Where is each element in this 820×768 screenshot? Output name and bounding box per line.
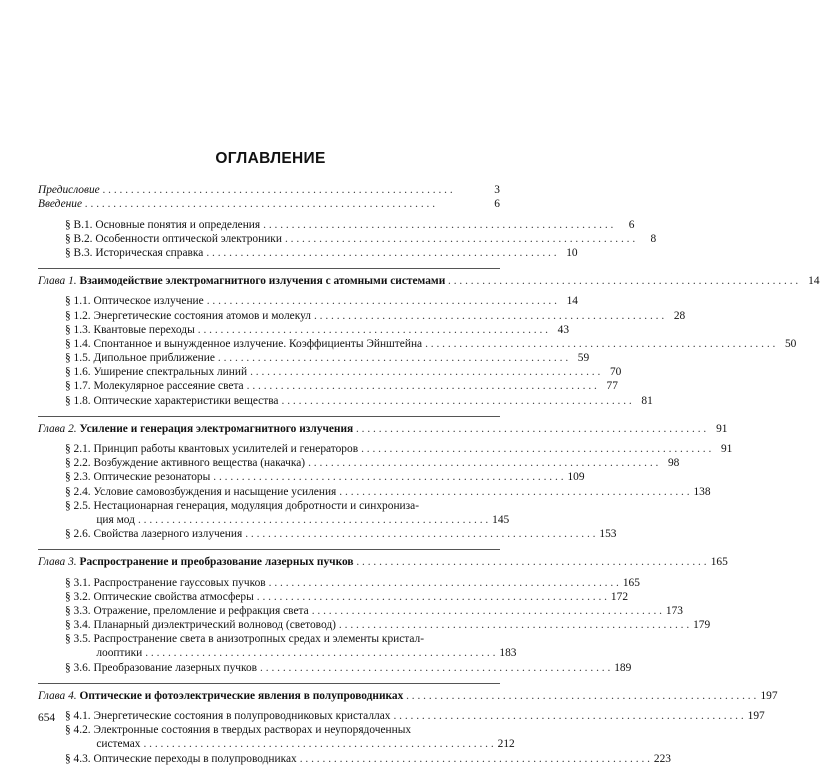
toc-page-number: 197 <box>747 710 765 722</box>
toc-section-entry <box>38 393 653 407</box>
toc-entry-label: Глава 3. Распространение и преобразование лазерных пучков <box>38 556 354 569</box>
toc-page-number: 165 <box>622 576 640 589</box>
toc-entry-label: Введение <box>38 198 83 211</box>
toc-entry-label: § 3.5. Распространение света в анизотропных средах и элементы кристал- <box>65 633 425 646</box>
toc-section-entry <box>38 499 500 513</box>
chapter-name: Усиление и генерация электромагнитного излучения <box>79 422 354 435</box>
dot-leader <box>312 605 662 618</box>
toc-page-number: 138 <box>693 485 711 498</box>
toc-page-number: 179 <box>693 619 711 632</box>
toc-section-entry <box>38 484 711 498</box>
dot-leader <box>250 366 600 379</box>
toc-entry-label: § В.1. Основные понятия и определения <box>65 218 261 231</box>
dot-leader <box>103 184 479 197</box>
toc-entry-label: § 3.2. Оптические свойства атмосферы <box>65 590 254 603</box>
toc-page-number: 223 <box>653 752 671 765</box>
toc-entry-label: § 1.4. Спонтанное и вынужденное излучение. Коэффициенты Эйнштейна <box>65 337 423 350</box>
toc-section-entry <box>38 751 671 765</box>
toc-entry-label: § В.2. Особенности оптической электроники <box>65 232 282 245</box>
dot-leader <box>406 690 756 703</box>
toc-section-entry <box>38 379 618 393</box>
dot-leader <box>247 380 597 393</box>
dot-leader <box>257 591 607 604</box>
toc-page-number: 197 <box>760 689 778 702</box>
toc-entry-label: § 1.3. Квантовые переходы <box>65 323 195 336</box>
toc-page-number: 212 <box>497 738 515 751</box>
toc-page-number: 6 <box>628 218 635 231</box>
table-of-contents <box>38 183 820 766</box>
toc-page-number: 8 <box>650 232 657 245</box>
toc-entry-label: § 3.4. Планарный диэлектрический волновод (световод) <box>65 619 336 632</box>
dot-leader <box>308 457 658 470</box>
toc-chapter-entry <box>38 422 728 436</box>
toc-page-number: 70 <box>609 366 622 379</box>
dot-leader <box>138 514 488 527</box>
chapter-name: Оптические и фотоэлектрические явления в полупроводниках <box>79 689 404 702</box>
toc-page-number: 28 <box>673 309 686 322</box>
toc-page-number: 81 <box>641 394 653 407</box>
chapter-divider <box>38 675 500 684</box>
toc-section-entry <box>38 660 632 674</box>
toc-front-entry <box>38 197 500 211</box>
dot-leader <box>282 395 632 408</box>
toc-section-entry <box>38 246 578 260</box>
toc-entry-label: § 4.1. Энергетические состояния в полупроводниковых кристаллах <box>65 710 391 722</box>
toc-entry-label: § 2.5. Нестационарная генерация, модуляция добротности и синхрониза- <box>65 499 419 512</box>
toc-section-entry <box>38 590 629 604</box>
dot-leader <box>269 577 619 590</box>
toc-section-entry <box>38 723 500 737</box>
toc-section-entry <box>38 632 500 646</box>
dot-leader <box>356 423 706 436</box>
toc-entry-label: § В.3. Историческая справка <box>65 246 204 259</box>
toc-section-entry <box>38 575 640 589</box>
toc-entry-label: § 1.2. Энергетические состояния атомов и молекул <box>65 309 311 322</box>
dot-leader <box>263 219 613 232</box>
toc-section-entry-continued <box>38 737 515 751</box>
toc-page-number: 43 <box>557 323 570 336</box>
toc-page-number: 173 <box>665 604 683 617</box>
toc-page-number: 14 <box>808 275 820 288</box>
toc-page-number: 172 <box>610 590 629 603</box>
toc-entry-label: § 1.6. Уширение спектральных линий <box>65 366 248 379</box>
dot-leader <box>339 486 689 499</box>
toc-page-number: 6 <box>494 198 500 211</box>
dot-leader <box>314 310 664 323</box>
toc-entry-label: системах <box>65 738 141 751</box>
toc-section-entry <box>38 337 797 351</box>
toc-page-number: 145 <box>492 513 510 526</box>
dot-leader <box>198 324 548 337</box>
toc-section-entry <box>38 323 570 337</box>
toc-entry-label: Глава 4. Оптические и фотоэлектрические явления в полупроводниках <box>38 689 404 702</box>
toc-page-number: 98 <box>667 457 680 470</box>
toc-entry-label: § 1.1. Оптическое излучение <box>65 295 204 308</box>
dot-leader <box>285 233 635 246</box>
dot-leader <box>207 295 557 308</box>
toc-page-number: 3 <box>494 184 500 197</box>
dot-leader <box>300 753 650 766</box>
toc-section-entry <box>38 442 733 456</box>
toc-section-entry <box>38 709 765 723</box>
toc-entry-label: § 3.1. Распространение гауссовых пучков <box>65 576 266 589</box>
toc-entry-label: § 2.4. Условие самовозбуждения и насыщение усиления <box>65 485 337 498</box>
toc-section-entry-continued <box>38 646 517 660</box>
toc-section-entry-continued <box>38 513 510 527</box>
toc-entry-label: § 4.3. Оптические переходы в полупроводниках <box>65 752 297 765</box>
dot-leader <box>218 352 568 365</box>
chapter-name: Распространение и преобразование лазерных пучков <box>79 556 354 569</box>
toc-entry-label: § 1.7. Молекулярное рассеяние света <box>65 380 244 393</box>
toc-page-number: 109 <box>567 471 585 484</box>
toc-section-entry <box>38 527 617 541</box>
dot-leader <box>260 662 610 675</box>
toc-section-entry <box>38 470 585 484</box>
toc-section-entry <box>38 618 711 632</box>
toc-page-number: 10 <box>566 246 578 259</box>
dot-leader <box>85 198 479 211</box>
toc-chapter-entry <box>38 689 778 703</box>
toc-entry-label: § 3.3. Отражение, преломление и рефракция света <box>65 604 309 617</box>
dot-leader <box>245 528 595 541</box>
dot-leader <box>357 556 707 569</box>
chapter-divider <box>38 408 500 417</box>
dot-leader <box>448 275 798 288</box>
toc-front-entry <box>38 183 500 197</box>
toc-section-entry <box>38 294 578 308</box>
page-number: 654 <box>38 712 56 724</box>
page-title: ОГЛАВЛЕНИЕ <box>215 150 326 167</box>
toc-section-entry <box>38 456 680 470</box>
toc-section-entry <box>38 232 657 246</box>
chapter-divider <box>38 260 500 269</box>
toc-page-number: 165 <box>710 556 728 569</box>
toc-page-number: 91 <box>716 422 728 435</box>
dot-leader <box>145 647 495 660</box>
toc-page-number: 189 <box>614 661 632 674</box>
toc-section-entry <box>38 308 686 322</box>
toc-entry-label: § 2.1. Принцип работы квантовых усилителей и генераторов <box>65 443 359 455</box>
toc-entry-label: § 1.5. Дипольное приближение <box>65 352 215 365</box>
toc-page-number: 91 <box>720 443 733 455</box>
toc-section-entry <box>38 604 683 618</box>
toc-entry-label: Предисловие <box>38 184 100 197</box>
toc-page-number: 59 <box>577 352 590 365</box>
toc-page-number: 153 <box>599 528 617 541</box>
toc-entry-label: Глава 1. Взаимодействие электромагнитного излучения с атомными системами <box>38 275 446 288</box>
dot-leader <box>393 710 743 723</box>
toc-entry-label: Глава 2. Усиление и генерация электромагнитного излучения <box>38 422 354 435</box>
toc-chapter-entry <box>38 274 820 288</box>
dot-leader <box>143 738 493 751</box>
dot-leader <box>213 471 563 484</box>
toc-entry-label: § 2.6. Свойства лазерного излучения <box>65 528 243 541</box>
toc-page-number: 183 <box>499 647 517 660</box>
dot-leader <box>361 443 711 456</box>
toc-page-number: 50 <box>784 337 797 350</box>
dot-leader <box>339 619 689 632</box>
toc-entry-label: § 2.3. Оптические резонаторы <box>65 471 211 484</box>
dot-leader <box>206 247 556 260</box>
chapter-divider <box>38 541 500 550</box>
toc-page-number: 14 <box>566 295 578 308</box>
toc-section-entry <box>38 217 635 231</box>
toc-page-number: 77 <box>606 380 618 393</box>
chapter-name: Взаимодействие электромагнитного излучения с атомными системами <box>79 275 446 288</box>
toc-section-entry <box>38 351 590 365</box>
dot-leader <box>425 338 775 351</box>
toc-section-entry <box>38 365 622 379</box>
toc-chapter-entry <box>38 555 728 569</box>
toc-entry-label: ция мод <box>65 513 135 526</box>
toc-entry-label: § 2.2. Возбуждение активного вещества (накачка) <box>65 457 306 470</box>
toc-entry-label: лооптики <box>65 647 143 660</box>
toc-entry-label: § 4.2. Электронные состояния в твердых растворах и неупорядоченных <box>65 724 412 737</box>
toc-entry-label: § 1.8. Оптические характеристики вещества <box>65 394 279 407</box>
toc-entry-label: § 3.6. Преобразование лазерных пучков <box>65 661 258 674</box>
